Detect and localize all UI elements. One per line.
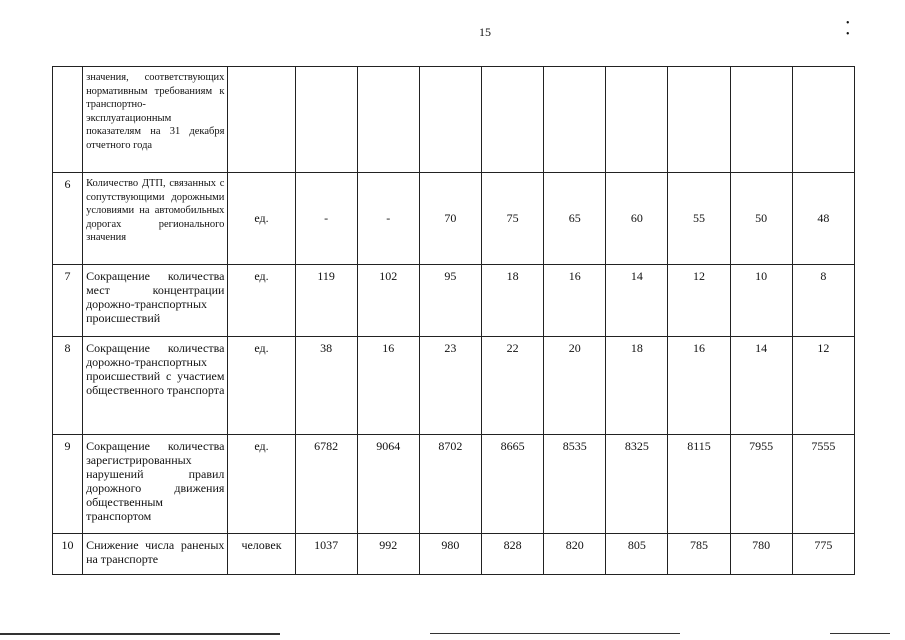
unit-cell: ед. — [228, 173, 295, 265]
row-number-cell: 7 — [53, 265, 83, 337]
value-cell: 48 — [792, 173, 854, 265]
value-cell: 10 — [730, 265, 792, 337]
value-cell: 820 — [544, 534, 606, 575]
value-cell: - — [357, 173, 419, 265]
footer-scan-line-left — [0, 633, 280, 635]
value-cell: 7555 — [792, 435, 854, 534]
table-row — [53, 435, 855, 534]
value-cell: 8 — [792, 265, 854, 337]
value-cell: 23 — [419, 337, 481, 435]
value-cell: 70 — [419, 173, 481, 265]
unit-cell: ед. — [228, 265, 295, 337]
corner-marks: • • — [846, 18, 880, 40]
indicator-name-cell: Количество ДТП, связанных с сопутствующими дорожными условиями на автомобильных дорогах регионального значения — [83, 173, 228, 265]
value-cell: 38 — [295, 337, 357, 435]
value-cell: 65 — [544, 173, 606, 265]
value-cell — [419, 67, 481, 173]
value-cell: 14 — [730, 337, 792, 435]
page-number: 15 — [479, 25, 491, 39]
value-cell: 55 — [668, 173, 730, 265]
value-cell: 75 — [482, 173, 544, 265]
unit-cell — [228, 67, 295, 173]
value-cell — [482, 67, 544, 173]
value-cell: - — [295, 173, 357, 265]
value-cell: 12 — [792, 337, 854, 435]
value-cell: 775 — [792, 534, 854, 575]
value-cell: 828 — [482, 534, 544, 575]
value-cell: 18 — [482, 265, 544, 337]
value-cell — [544, 67, 606, 173]
value-cell — [668, 67, 730, 173]
value-cell: 8665 — [482, 435, 544, 534]
value-cell: 9064 — [357, 435, 419, 534]
table-row — [53, 67, 855, 173]
value-cell: 16 — [357, 337, 419, 435]
indicator-name-cell: Снижение числа раненых на транспорте — [83, 534, 228, 575]
value-cell: 119 — [295, 265, 357, 337]
footer-scan-line-right — [830, 633, 890, 634]
table-row — [53, 265, 855, 337]
value-cell — [357, 67, 419, 173]
value-cell: 14 — [606, 265, 668, 337]
unit-cell: ед. — [228, 337, 295, 435]
value-cell: 6782 — [295, 435, 357, 534]
table-row — [53, 337, 855, 435]
value-cell: 50 — [730, 173, 792, 265]
row-number-cell: 9 — [53, 435, 83, 534]
value-cell: 785 — [668, 534, 730, 575]
indicator-name-cell: Сокращение количества зарегистрированных нарушений правил дорожного движения общественным транспортом — [83, 435, 228, 534]
value-cell: 22 — [482, 337, 544, 435]
table-row — [53, 173, 855, 265]
row-number-cell — [53, 67, 83, 173]
row-number-cell: 8 — [53, 337, 83, 435]
value-cell: 7955 — [730, 435, 792, 534]
indicator-name-cell: Сокращение количества дорожно-транспортных происшествий с участием общественного транспорта — [83, 337, 228, 435]
value-cell: 8535 — [544, 435, 606, 534]
value-cell: 95 — [419, 265, 481, 337]
value-cell: 805 — [606, 534, 668, 575]
value-cell: 16 — [544, 265, 606, 337]
value-cell: 8702 — [419, 435, 481, 534]
value-cell — [606, 67, 668, 173]
indicators-table — [52, 66, 855, 575]
value-cell: 992 — [357, 534, 419, 575]
table-row — [53, 534, 855, 575]
value-cell: 980 — [419, 534, 481, 575]
value-cell — [792, 67, 854, 173]
unit-cell: ед. — [228, 435, 295, 534]
value-cell: 16 — [668, 337, 730, 435]
value-cell: 60 — [606, 173, 668, 265]
row-number-cell: 6 — [53, 173, 83, 265]
value-cell: 780 — [730, 534, 792, 575]
table-body — [53, 67, 855, 575]
row-number-cell: 10 — [53, 534, 83, 575]
value-cell: 12 — [668, 265, 730, 337]
footer-scan-line-mid — [430, 633, 680, 634]
unit-cell: человек — [228, 534, 295, 575]
value-cell — [730, 67, 792, 173]
value-cell: 20 — [544, 337, 606, 435]
indicator-name-cell: Сокращение количества мест концентрации дорожно-транспортных происшествий — [83, 265, 228, 337]
value-cell: 102 — [357, 265, 419, 337]
indicator-name-cell: значения, соответствующих нормативным требованиям к транспортно-эксплуатационным показателям на 31 декабря отчетного года — [83, 67, 228, 173]
value-cell: 8325 — [606, 435, 668, 534]
value-cell — [295, 67, 357, 173]
value-cell: 18 — [606, 337, 668, 435]
value-cell: 8115 — [668, 435, 730, 534]
value-cell: 1037 — [295, 534, 357, 575]
